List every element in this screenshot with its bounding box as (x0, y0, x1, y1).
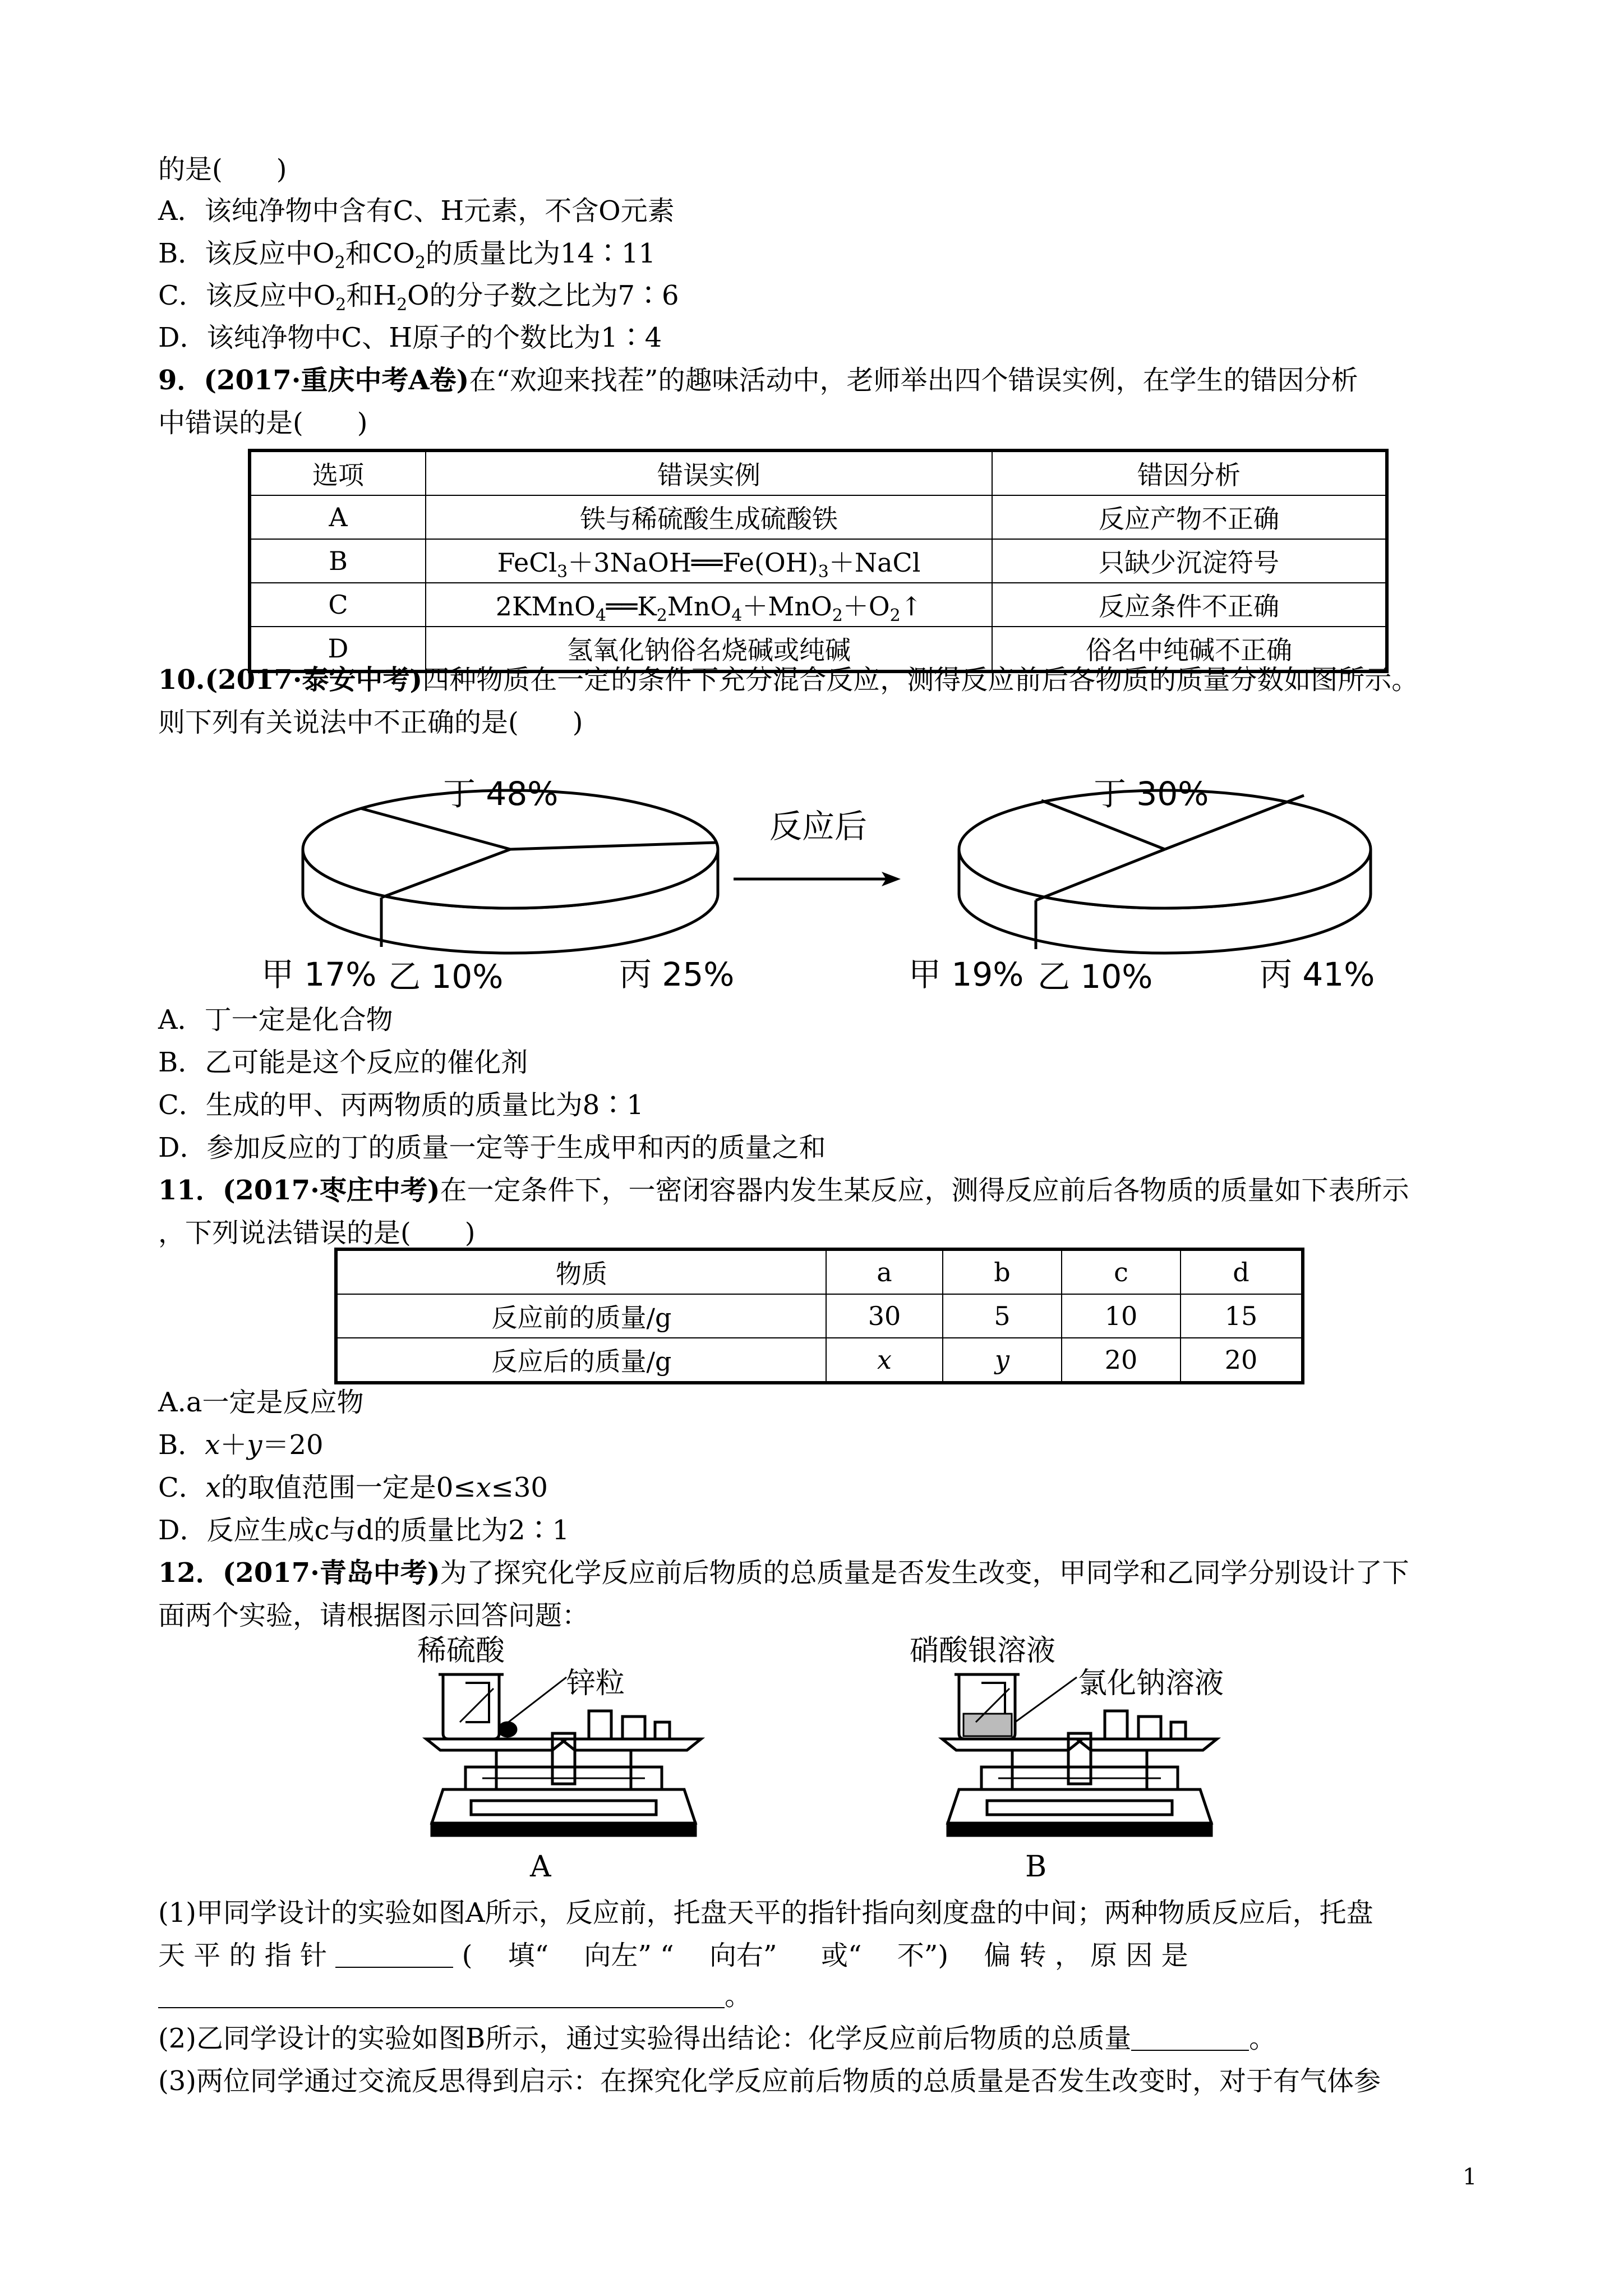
q12-sub1-end: 。 (725, 1980, 752, 2012)
table-cell: $FeCl_3+3NaOH══Fe(OH)_3+NaCl$ (426, 539, 992, 583)
q9-source: (2017·重庆中考A卷) (204, 365, 469, 396)
q11-option-a: A.a一定是反应物 (158, 1387, 364, 1418)
q12-sub2-text: (2)乙同学设计的实验如图B所示，通过实验得出结论：化学反应前后物质的总质量 (158, 2023, 1132, 2054)
q11-option-d: D．反应生成c与d的质量比为2∶1 (158, 1515, 570, 1546)
arrow-label: 反应后 (769, 807, 868, 845)
answer-blank[interactable] (335, 1942, 453, 1968)
q11-stem-2: ，下列说法错误的是( ) (158, 1217, 476, 1249)
q10-option-c: C．生成的甲、丙两物质的质量比为8∶1 (158, 1089, 644, 1121)
q12-number: 12． (158, 1557, 223, 1589)
table-header-cell: 错误实例 (426, 450, 992, 495)
pie-after-ding-label: 丁 30% (1094, 775, 1209, 813)
pie-after-yi-label: 乙 10% (1038, 958, 1153, 996)
table-cell: 反应条件不正确 (992, 583, 1387, 627)
q8-option-a: A．该纯净物中含有C、H元素，不含O元素 (158, 195, 675, 227)
pie-before-yi-label: 乙 10% (388, 958, 504, 996)
figB-reagent2: 氯化钠溶液 (1078, 1667, 1224, 1700)
q12-sub1-text: 天 平 的 指 针 (158, 1940, 328, 1971)
q10-option-a: A．丁一定是化合物 (158, 1004, 393, 1036)
table-cell: 5 (943, 1294, 1062, 1338)
q12-stem-2: 面两个实验，请根据图示回答问题： (158, 1600, 589, 1631)
table-cell: x (826, 1338, 943, 1383)
figB-reagent1: 硝酸银溶液 (910, 1634, 1056, 1668)
q10-stem-2: 则下列有关说法中不正确的是( ) (158, 707, 583, 738)
table-cell: 俗名中纯碱不正确 (992, 627, 1387, 671)
table-cell: 反应前的质量/g (336, 1294, 826, 1338)
q8-option-d: D．该纯净物中C、H原子的个数比为1∶4 (158, 322, 662, 353)
q12-sub2-end: 。 (1249, 2023, 1276, 2054)
table-cell: 反应产物不正确 (992, 495, 1387, 539)
q8-stem-end: 的是( ) (158, 154, 287, 185)
q10-number: 10. (158, 664, 205, 696)
table-cell: 氢氧化钠俗名烧碱或纯碱 (426, 627, 992, 671)
table-cell: 铁与稀硫酸生成硫酸铁 (426, 495, 992, 539)
table-cell: A (250, 495, 426, 539)
table-cell: y (943, 1338, 1062, 1383)
q9-number: 9． (158, 365, 204, 396)
table-cell: C (250, 583, 426, 627)
table-cell: 10 (1062, 1294, 1181, 1338)
figA-reagent1: 稀硫酸 (417, 1634, 505, 1668)
table-cell: 反应后的质量/g (336, 1338, 826, 1383)
q9-stem-text: 在“欢迎来找茬”的趣味活动中，老师举出四个错误实例，在学生的错因分析 (469, 365, 1358, 396)
pie-after-jia-label: 甲 19% (909, 955, 1024, 993)
table-cell: 20 (1181, 1338, 1303, 1383)
figA-label: A (530, 1850, 551, 1884)
q11-option-c: C．x的取值范围一定是0≤x≤30 (158, 1472, 548, 1503)
balance-a (426, 1674, 701, 1835)
figB-label: B (1025, 1850, 1047, 1884)
table-header-cell: c (1062, 1249, 1181, 1294)
pie-after-bing-label: 丙 41% (1260, 955, 1375, 993)
q11-number: 11． (158, 1175, 223, 1206)
q12-sub1-line2 (158, 1939, 1188, 1972)
q12-sub1-line3 (158, 1979, 751, 2013)
q12-source: (2017·青岛中考) (222, 1557, 440, 1589)
table-header-cell: 物质 (336, 1249, 826, 1294)
table-header-cell: 选项 (250, 450, 426, 495)
q11-option-b: B．x＋y＝20 (158, 1429, 324, 1461)
figA-reagent2: 锌粒 (566, 1667, 625, 1700)
q11-source: (2017·枣庄中考) (222, 1175, 440, 1206)
q12-stem-text: 为了探究化学反应前后物质的总质量是否发生改变，甲同学和乙同学分别设计了下 (440, 1557, 1409, 1589)
page-number: 1 (1463, 2164, 1477, 2190)
q9-stem-2: 中错误的是( ) (158, 407, 368, 439)
q12-sub1-hint: ( 填“ 向左” “ 向右” 或“ 不”) 偏 转 ， 原 因 是 (462, 1940, 1188, 1971)
q10-option-b: B．乙可能是这个反应的催化剂 (158, 1047, 528, 1078)
q10-source: (2017·泰安中考) (205, 664, 423, 696)
q12-sub2 (158, 2022, 1276, 2055)
pie-before-bing-label: 丙 25% (619, 955, 735, 993)
q10-option-d: D．参加反应的丁的质量一定等于生成甲和丙的质量之和 (158, 1132, 826, 1163)
table-cell: 20 (1062, 1338, 1181, 1383)
table-header-cell: a (826, 1249, 943, 1294)
table-cell: 30 (826, 1294, 943, 1338)
q12-sub1-line1: (1)甲同学设计的实验如图A所示，反应前，托盘天平的指针指向刻度盘的中间；两种物质反应后，托盘 (158, 1897, 1373, 1929)
table-cell: 只缺少沉淀符号 (992, 539, 1387, 583)
table-header-cell: 错因分析 (992, 450, 1387, 495)
table-header-cell: d (1181, 1249, 1303, 1294)
pie-before-ding-label: 丁 48% (443, 775, 559, 813)
table-cell: D (250, 627, 426, 671)
q11-stem-text: 在一定条件下，一密闭容器内发生某反应，测得反应前后各物质的质量如下表所示 (440, 1175, 1409, 1206)
table-cell: 15 (1181, 1294, 1303, 1338)
q10-stem-text: 四种物质在一定的条件下充分混合反应，测得反应前后各物质的质量分数如图所示。 (422, 664, 1419, 696)
q8-option-c: C．该反应中$O_2$和$H_2O$的分子数之比为7∶6 (158, 280, 679, 315)
answer-blank[interactable] (1131, 2025, 1249, 2051)
q8-option-b: B．该反应中$O_2$和$CO_2$的质量比为14∶11 (158, 238, 656, 273)
table-cell: B (250, 539, 426, 583)
answer-blank[interactable] (158, 1982, 725, 2008)
table-cell: $2KMnO_4══K_2MnO_4+MnO_2+O_2↑$ (426, 583, 992, 627)
q12-sub3: (3)两位同学通过交流反思得到启示：在探究化学反应前后物质的总质量是否发生改变时，对于有气体参 (158, 2065, 1381, 2097)
pie-before-jia-label: 甲 17% (261, 955, 377, 993)
table-header-cell: b (943, 1249, 1062, 1294)
